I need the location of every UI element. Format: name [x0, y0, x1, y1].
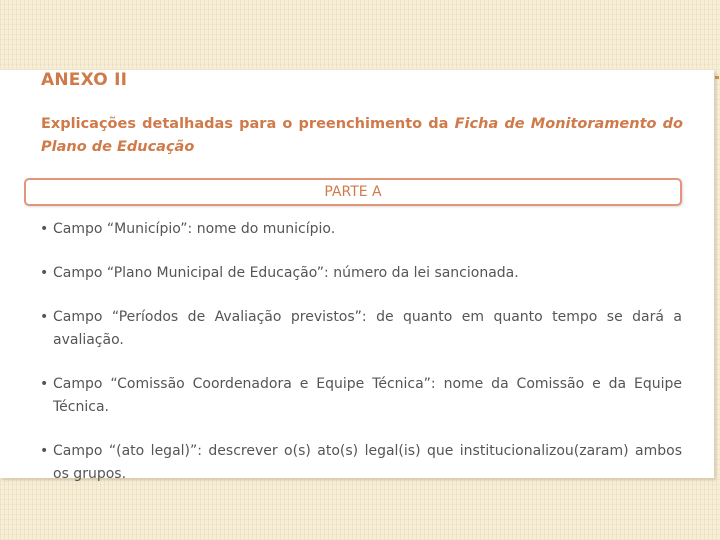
- slide-content: [0, 70, 714, 482]
- bullet-icon: •: [40, 309, 49, 325]
- list-item: [30, 373, 682, 419]
- slide-subtitle: [41, 113, 683, 159]
- list-item-text: Campo “(ato legal)”: descrever o(s) ato(s) legal(is) que institucionalizou(zaram) ambos os grupos.: [53, 443, 682, 482]
- list-item-text: Campo “Comissão Coordenadora e Equipe Técnica”: nome da Comissão e da Equipe Técnica.: [53, 376, 682, 415]
- list-item: [30, 440, 682, 486]
- bullet-icon: •: [40, 221, 49, 237]
- list-item-text: Campo “Município”: nome do município.: [53, 221, 336, 237]
- list-item: [30, 262, 682, 285]
- list-item: [30, 306, 682, 352]
- bullet-icon: •: [40, 265, 49, 281]
- bullet-icon: •: [40, 443, 49, 459]
- bullet-icon: •: [40, 376, 49, 392]
- list-item-text: Campo “Períodos de Avaliação previstos”: de quanto em quanto tempo se dará a avaliação.: [53, 309, 682, 348]
- decorative-bottom-border: [0, 478, 720, 540]
- decorative-top-border: [0, 0, 720, 70]
- edge-mark: [715, 76, 719, 79]
- subtitle-italic-text: Ficha de Monitoramento do Plano de Educação: [41, 116, 683, 155]
- list-item-text: Campo “Plano Municipal de Educação”: número da lei sancionada.: [53, 265, 519, 281]
- list-item: [30, 218, 682, 241]
- slide-heading: ANEXO II: [41, 70, 128, 90]
- field-list: [30, 218, 682, 486]
- subtitle-text: Explicações detalhadas para o preenchimento da: [41, 116, 455, 132]
- part-a-label: PARTE A: [324, 184, 382, 200]
- part-a-box: [24, 178, 682, 206]
